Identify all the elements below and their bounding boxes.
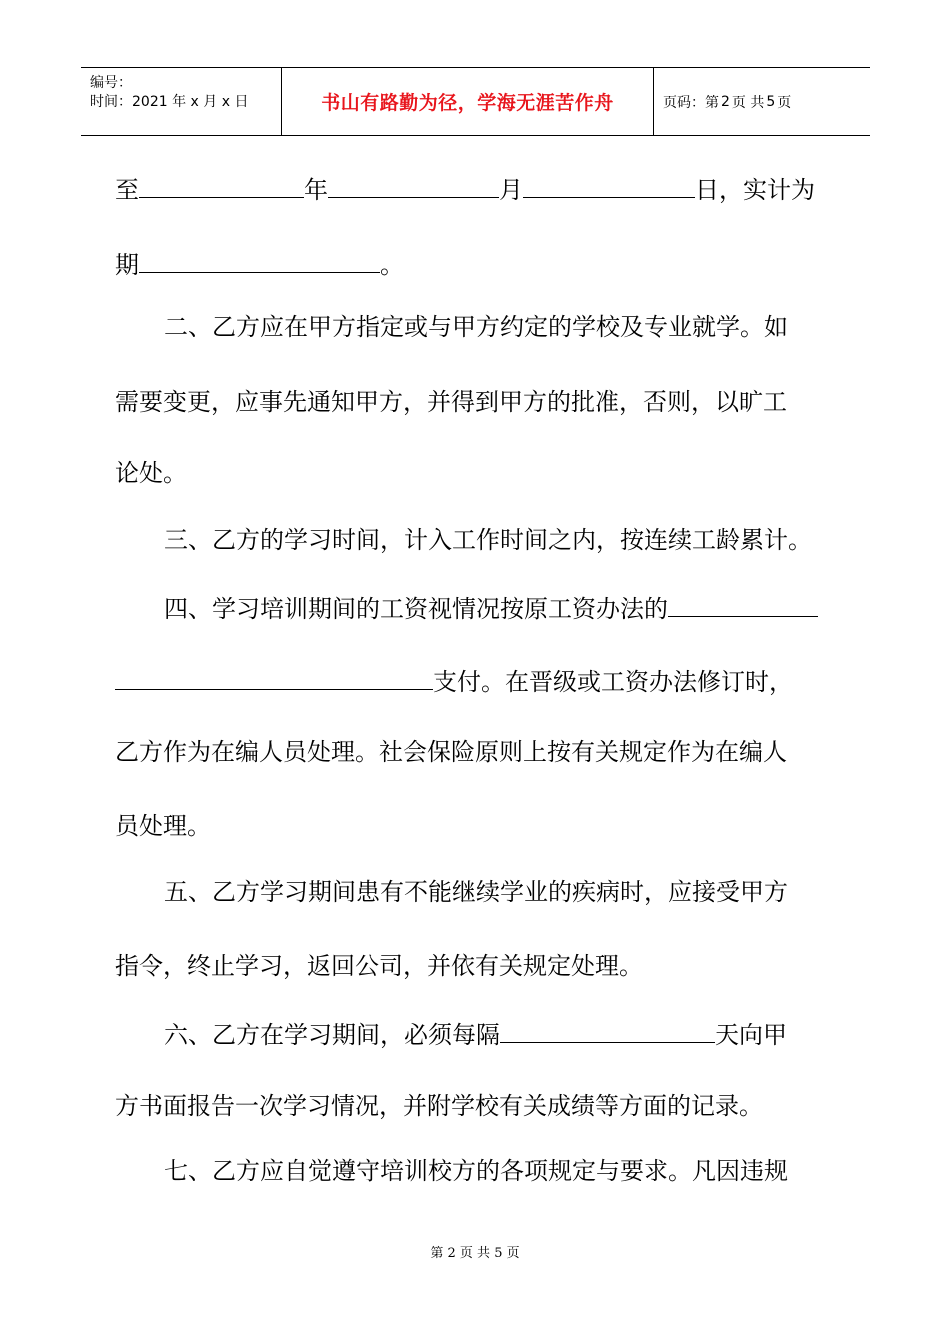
page-footer: 第 2 页 共 5 页: [430, 1246, 520, 1261]
text-segment: 年: [304, 176, 328, 204]
blank-field: [668, 586, 818, 617]
blank-field: [139, 242, 380, 273]
number-label: 编号：: [90, 75, 132, 91]
text-segment: 至: [115, 176, 139, 204]
body-line-15: 七、乙方应自觉遵守培训校方的各项规定与要求。凡因违规: [164, 1157, 788, 1185]
blank-field: [328, 167, 499, 198]
body-line-6: 三、乙方的学习时间，计入工作时间之内，按连续工龄累计。: [164, 526, 812, 554]
page-prefix: 页码：第: [663, 94, 719, 111]
page-suffix: 页: [777, 94, 792, 111]
body-line-11: 五、乙方学习期间患有不能继续学业的疾病时，应接受甲方: [164, 878, 788, 906]
body-line-4: 需要变更，应事先通知甲方，并得到甲方的批准，否则，以旷工: [115, 388, 787, 416]
body-line-14: 方书面报告一次学习情况，并附学校有关成绩等方面的记录。: [115, 1092, 763, 1120]
body-line-7: [115, 586, 840, 626]
document-header: [81, 67, 870, 136]
text-segment: 月: [499, 176, 523, 204]
body-line-10: 员处理。: [115, 812, 211, 840]
body-line-1: [115, 167, 840, 207]
body-line-13: [115, 1012, 840, 1052]
blank-field: [139, 167, 304, 198]
body-line-5: 论处。: [115, 459, 187, 487]
text-segment: 日，实计为: [695, 176, 815, 204]
page-num: 2: [721, 93, 730, 110]
body-line-12: 指令，终止学习，返回公司，并依有关规定处理。: [115, 952, 643, 980]
time-label: 时间：2021 年 x 月 x 日: [90, 94, 249, 110]
text-segment: 天向甲: [715, 1021, 787, 1049]
text-segment: 支付。在晋级或工资办法修订时，: [433, 668, 793, 696]
body-line-8: [115, 659, 840, 699]
page-total: 5: [766, 93, 776, 110]
blank-field: [500, 1012, 715, 1043]
body-line-3: 二、乙方应在甲方指定或与甲方约定的学校及专业就学。如: [164, 313, 788, 341]
header-page-info: [654, 68, 870, 135]
header-motto: 书山有路勤为径，学海无涯苦作舟: [282, 68, 654, 135]
header-meta: [81, 68, 282, 135]
body-line-2: [115, 242, 840, 282]
page-mid: 页 共: [731, 94, 765, 111]
text-segment: 。: [380, 251, 404, 279]
text-segment: 四、学习培训期间的工资视情况按原工资办法的: [164, 595, 668, 623]
text-segment: 六、乙方在学习期间，必须每隔: [164, 1021, 500, 1049]
body-line-9: 乙方作为在编人员处理。社会保险原则上按有关规定作为在编人: [115, 738, 787, 766]
blank-field: [523, 167, 695, 198]
blank-field: [115, 659, 433, 690]
text-segment: 期: [115, 251, 139, 279]
